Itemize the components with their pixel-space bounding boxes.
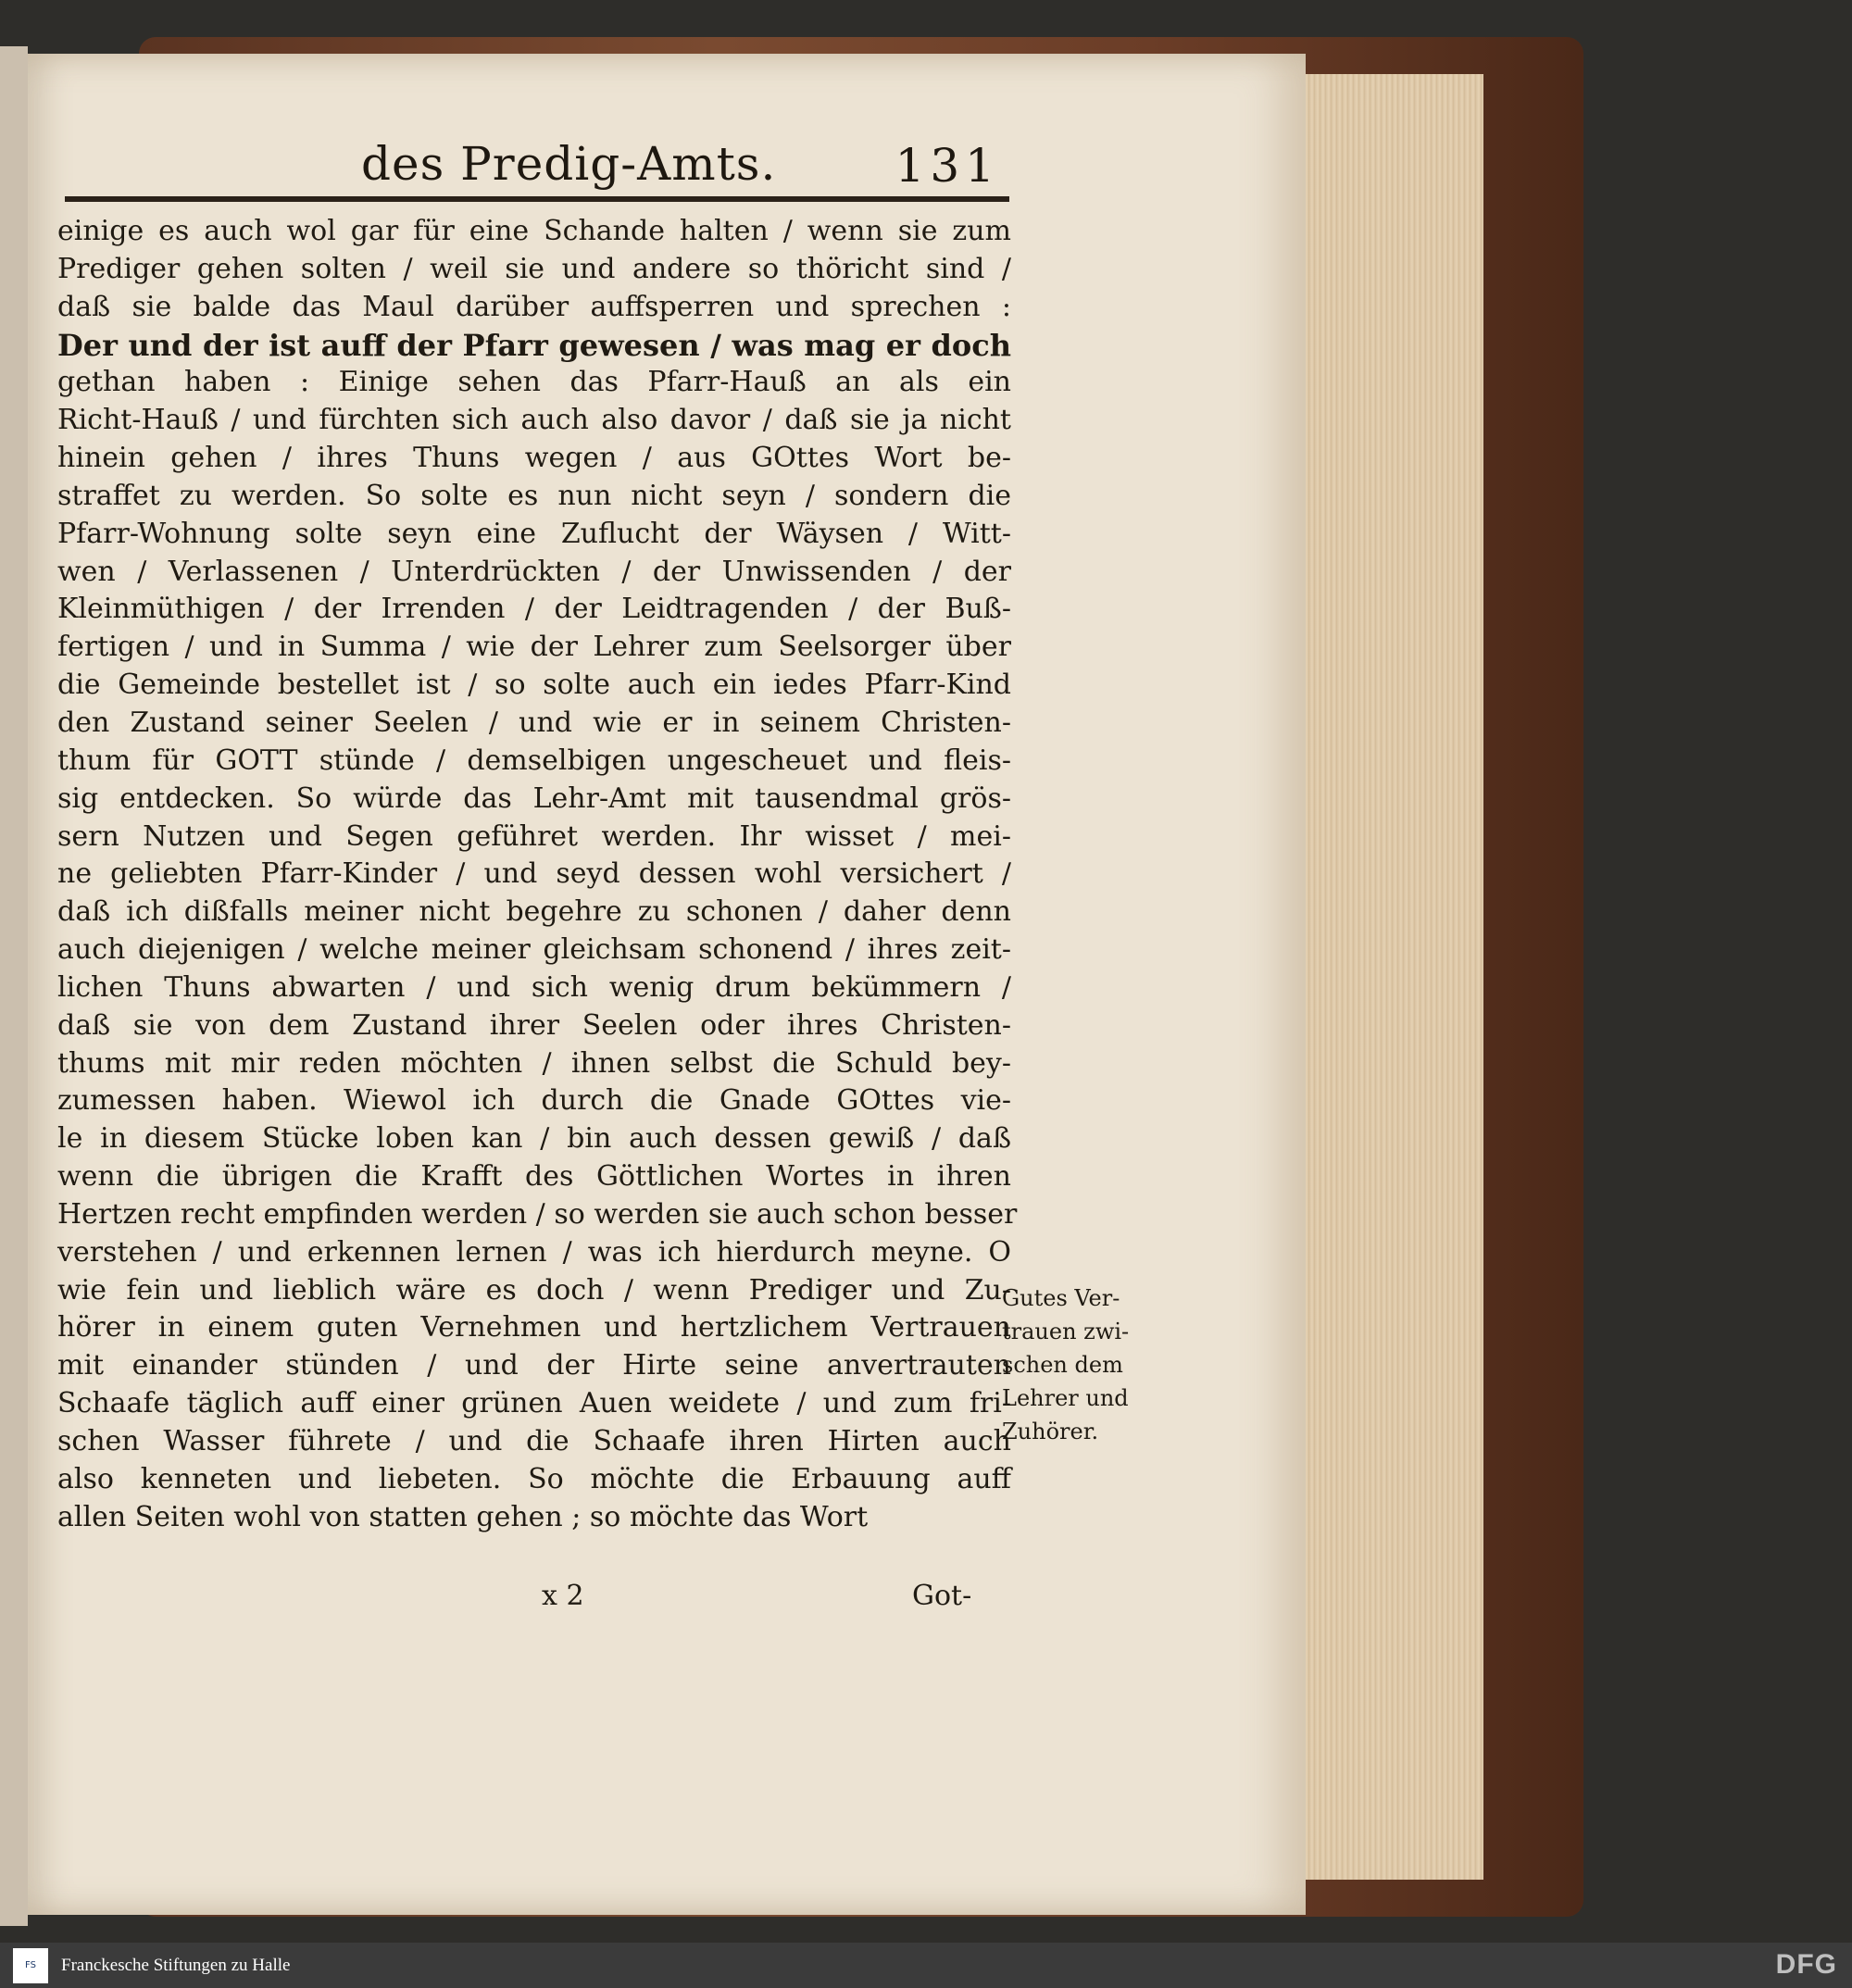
marginal-note-line: Gutes Ver- bbox=[1002, 1285, 1120, 1311]
marginal-note-line: Lehrer und bbox=[1002, 1385, 1129, 1411]
text-line: hörer in einem guten Vernehmen und hertzlichem Vertrauen bbox=[57, 1311, 1011, 1344]
marginal-note-line: schen dem bbox=[1002, 1352, 1123, 1378]
text-line: Hertzen recht empfinden werden / so werden sie auch schon besser bbox=[57, 1197, 1018, 1231]
text-line: einige es auch wol gar für eine Schande halten / wenn sie zum bbox=[57, 215, 1011, 247]
text-line: lichen Thuns abwarten / und sich wenig drum bekümmern / bbox=[57, 970, 1011, 1004]
institution-logo-icon[interactable]: FS bbox=[13, 1948, 48, 1983]
header-title: des Predig-Amts. bbox=[361, 137, 777, 191]
text-line: fertigen / und in Summa / wie der Lehrer zum Seelsorger über bbox=[57, 631, 1011, 664]
catchword: Got- bbox=[912, 1580, 972, 1612]
text-line: thums mit mir reden möchten / ihnen selbst die Schuld bey- bbox=[57, 1046, 1011, 1080]
text-line: Richt-Hauß / und fürchten sich auch also davor / daß sie ja nicht bbox=[57, 404, 1011, 437]
text-line: sern Nutzen und Segen geführet werden. Ihr wisset / mei- bbox=[57, 819, 1011, 853]
footer-bar bbox=[0, 1943, 1852, 1988]
text-line: wie fein und lieblich wäre es doch / wenn Prediger und Zu- bbox=[57, 1273, 1011, 1307]
text-line: schen Wasser führete / und die Schaafe ihren Hirten auch bbox=[57, 1425, 1011, 1457]
text-line: Kleinmüthigen / der Irrenden / der Leidtragenden / der Buß- bbox=[57, 593, 1011, 626]
text-line: also kenneten und liebeten. So möchte die Erbauung auff bbox=[57, 1462, 1011, 1495]
text-line: auch diejenigen / welche meiner gleichsam schonend / ihres zeit- bbox=[57, 933, 1011, 967]
body-text bbox=[57, 213, 1018, 1537]
text-line: daß sie von dem Zustand ihrer Seelen oder ihres Christen- bbox=[57, 1008, 1011, 1042]
running-header bbox=[65, 137, 1009, 202]
page-edges bbox=[1296, 74, 1483, 1880]
text-line: verstehen / und erkennen lernen / was ich hierdurch meyne. O bbox=[57, 1235, 1011, 1269]
text-line: Schaafe täglich auff einer grünen Auen weidete / und zum fri- bbox=[57, 1387, 1011, 1420]
text-line: gethan haben : Einige sehen das Pfarr-Hauß an als ein bbox=[57, 366, 1011, 399]
page-number: 131 bbox=[895, 139, 1000, 193]
text-line: le in diesem Stücke loben kan / bin auch dessen gewiß / daß bbox=[57, 1122, 1011, 1156]
text-line: hinein gehen / ihres Thuns wegen / aus GOttes Wort be- bbox=[57, 442, 1011, 475]
institution-name[interactable]: Franckesche Stiftungen zu Halle bbox=[61, 1956, 291, 1975]
text-line-emphasis: Der und der ist auff der Pfarr gewesen / was mag er doch bbox=[57, 327, 1011, 363]
text-line: den Zustand seiner Seelen / und wie er in seinem Christen- bbox=[57, 706, 1011, 739]
text-line: sig entdecken. So würde das Lehr-Amt mit tausendmal grös- bbox=[57, 781, 1011, 815]
marginal-note bbox=[1002, 1282, 1150, 1448]
marginal-note-line: Zuhörer. bbox=[1002, 1419, 1099, 1444]
dfg-logo[interactable]: DFG bbox=[1775, 1949, 1837, 1980]
text-line: Pfarr-Wohnung solte seyn eine Zuflucht der Wäysen / Witt- bbox=[57, 517, 1011, 550]
text-line: die Gemeinde bestellet ist / so solte auch ein iedes Pfarr-Kind bbox=[57, 669, 1011, 702]
text-line: thum für GOTT stünde / demselbigen ungescheuet und fleis- bbox=[57, 744, 1011, 777]
text-line: straffet zu werden. So solte es nun nicht seyn / sondern die bbox=[57, 479, 1011, 512]
text-line: Prediger gehen solten / weil sie und andere so thöricht sind / bbox=[57, 252, 1011, 285]
text-line: wenn die übrigen die Krafft des Göttlichen Wortes in ihren bbox=[57, 1160, 1011, 1194]
text-line: wen / Verlassenen / Unterdrückten / der Unwissenden / der bbox=[57, 555, 1011, 588]
text-line: daß sie balde das Maul darüber auffsperren und sprechen : bbox=[57, 290, 1011, 323]
marginal-note-line: trauen zwi- bbox=[1002, 1319, 1130, 1344]
text-line: mit einander stünden / und der Hirte seine anvertrauten bbox=[57, 1349, 1011, 1382]
text-line: allen Seiten wohl von statten gehen ; so möchte das Wort bbox=[57, 1500, 869, 1533]
text-line: zumessen haben. Wiewol ich durch die Gnade GOttes vie- bbox=[57, 1084, 1011, 1118]
signature-mark: x 2 bbox=[542, 1580, 584, 1612]
text-line: daß ich dißfalls meiner nicht begehre zu schonen / daher denn bbox=[57, 895, 1011, 929]
text-line: ne geliebten Pfarr-Kinder / und seyd dessen wohl versichert / bbox=[57, 857, 1011, 891]
previous-page-edge bbox=[0, 46, 28, 1926]
